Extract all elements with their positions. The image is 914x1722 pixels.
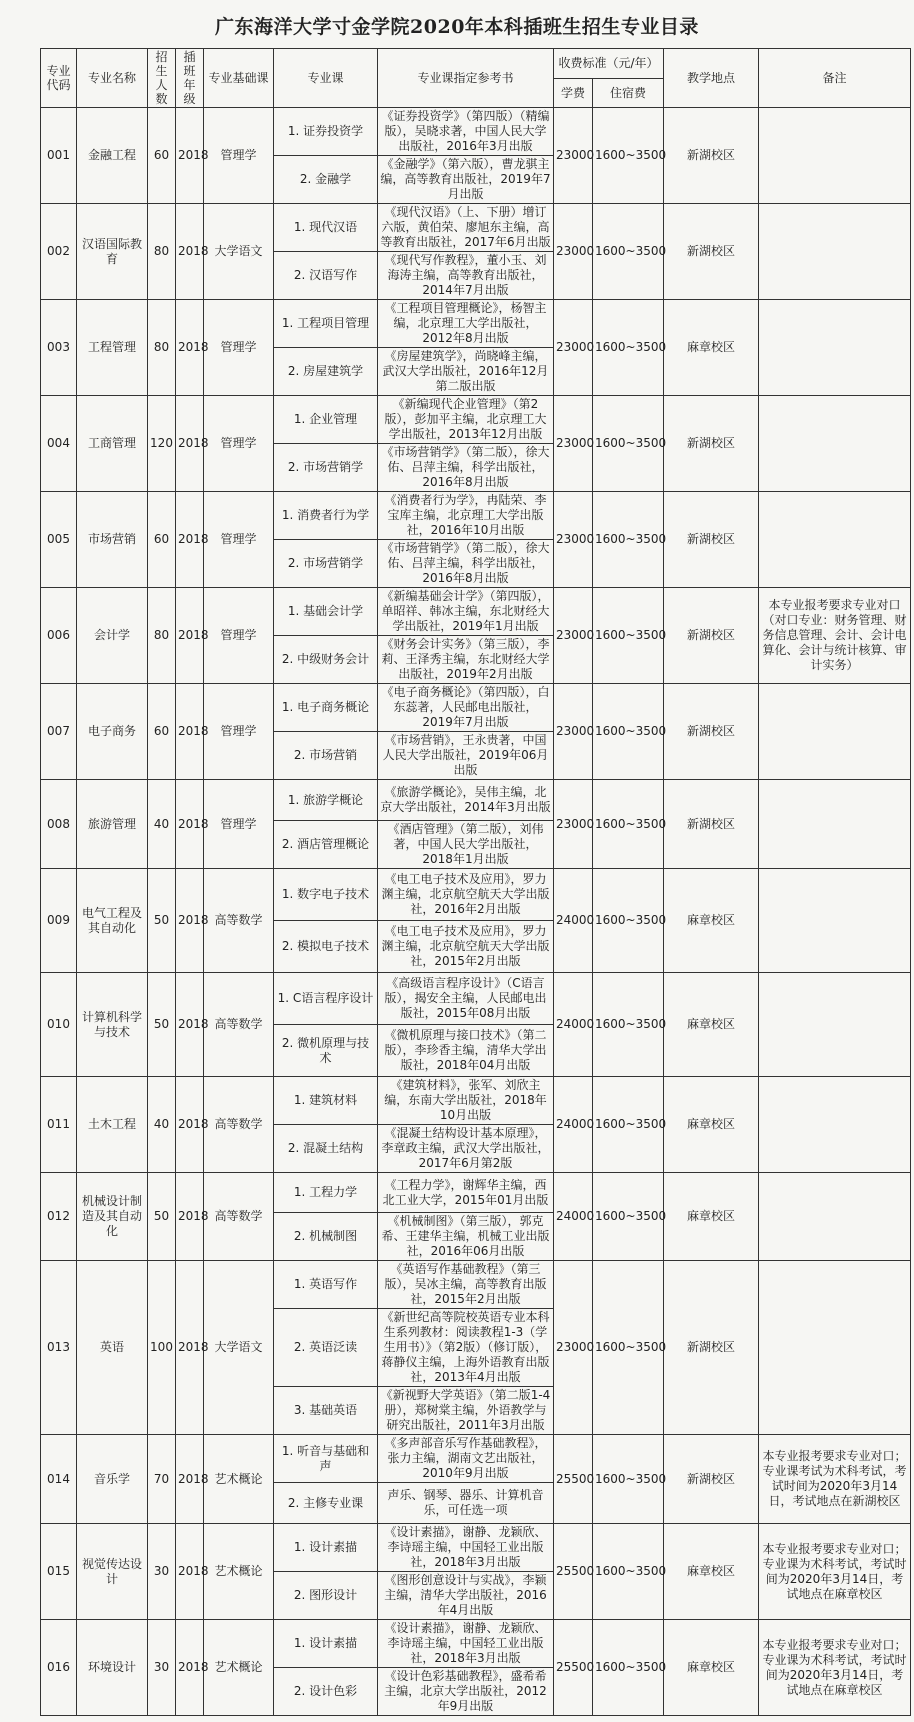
table-row bbox=[41, 108, 911, 156]
major-course: 2. 混凝土结构 bbox=[274, 1125, 378, 1173]
tuition-fee: 25500 bbox=[554, 1620, 593, 1716]
major-name: 计算机科学与技术 bbox=[77, 973, 148, 1077]
remark bbox=[759, 204, 911, 300]
major-code: 006 bbox=[41, 588, 77, 684]
major-name: 土木工程 bbox=[77, 1077, 148, 1173]
remark bbox=[759, 492, 911, 588]
header-tuition: 学费 bbox=[554, 78, 593, 108]
tuition-fee: 23000 bbox=[554, 684, 593, 780]
transfer-grade: 2018 bbox=[176, 1524, 204, 1620]
tuition-fee: 24000 bbox=[554, 869, 593, 973]
remark bbox=[759, 108, 911, 204]
remark bbox=[759, 300, 911, 396]
reference-book: 《电子商务概论》（第四版），白东蕊著，人民邮电出版社，2019年7月出版 bbox=[378, 684, 554, 732]
reference-book: 《消费者行为学》，冉陆荣、李宝库主编，北京理工大学出版社，2016年10月出版 bbox=[378, 492, 554, 540]
dorm-fee: 1600~3500 bbox=[593, 492, 664, 588]
major-course: 2. 金融学 bbox=[274, 156, 378, 204]
major-name: 英语 bbox=[77, 1261, 148, 1435]
teaching-location: 新湖校区 bbox=[664, 108, 759, 204]
dorm-fee: 1600~3500 bbox=[593, 396, 664, 492]
major-course: 2. 模拟电子技术 bbox=[274, 921, 378, 973]
dorm-fee: 1600~3500 bbox=[593, 1435, 664, 1524]
foundation-course: 管理学 bbox=[204, 684, 274, 780]
dorm-fee: 1600~3500 bbox=[593, 1261, 664, 1435]
major-course: 1. 英语写作 bbox=[274, 1261, 378, 1309]
foundation-course: 高等数学 bbox=[204, 869, 274, 973]
foundation-course: 管理学 bbox=[204, 492, 274, 588]
dorm-fee: 1600~3500 bbox=[593, 1173, 664, 1261]
reference-book: 《现代汉语》（上、下册）增订六版，黄伯荣、廖旭东主编，高等教育出版社，2017年6月出版 bbox=[378, 204, 554, 252]
reference-book: 《新编现代企业管理》（第2版），彭加平主编，北京理工大学出版社，2013年12月出版 bbox=[378, 396, 554, 444]
major-code: 010 bbox=[41, 973, 77, 1077]
header-course: 专业课 bbox=[274, 49, 378, 108]
table-row bbox=[41, 1435, 911, 1483]
teaching-location: 新湖校区 bbox=[664, 1261, 759, 1435]
foundation-course: 大学语文 bbox=[204, 204, 274, 300]
transfer-grade: 2018 bbox=[176, 396, 204, 492]
major-course: 2. 设计色彩 bbox=[274, 1668, 378, 1716]
foundation-course: 艺术概论 bbox=[204, 1435, 274, 1524]
reference-book: 《酒店管理》（第二版），刘伟著，中国人民大学出版社，2018年1月出版 bbox=[378, 821, 554, 869]
major-course: 1. 基础会计学 bbox=[274, 588, 378, 636]
major-name: 工商管理 bbox=[77, 396, 148, 492]
foundation-course: 高等数学 bbox=[204, 973, 274, 1077]
major-code: 002 bbox=[41, 204, 77, 300]
dorm-fee: 1600~3500 bbox=[593, 780, 664, 869]
table-row bbox=[41, 396, 911, 444]
major-name: 音乐学 bbox=[77, 1435, 148, 1524]
major-course: 1. C语言程序设计 bbox=[274, 973, 378, 1025]
document-title: 广东海洋大学寸金学院2020年本科插班生招生专业目录 bbox=[215, 16, 699, 38]
table-row bbox=[41, 684, 911, 732]
reference-book: 《新世纪高等院校英语专业本科生系列教材：阅读教程1-3（学生用书）》（第2版）（修订版），蒋静仪主编，上海外语教育出版社，2013年4月出版 bbox=[378, 1309, 554, 1387]
remark: 本专业报考要求专业对口；专业课考试为术科考试，考试时间为2020年3月14日，考试地点在新湖校区 bbox=[759, 1435, 911, 1524]
dorm-fee: 1600~3500 bbox=[593, 684, 664, 780]
teaching-location: 新湖校区 bbox=[664, 1435, 759, 1524]
remark bbox=[759, 780, 911, 869]
transfer-grade: 2018 bbox=[176, 684, 204, 780]
major-course: 2. 微机原理与技术 bbox=[274, 1025, 378, 1077]
major-course: 2. 英语泛读 bbox=[274, 1309, 378, 1387]
reference-book: 《金融学》（第六版），曹龙骐主编，高等教育出版社，2019年7月出版 bbox=[378, 156, 554, 204]
table-row bbox=[41, 492, 911, 540]
reference-book: 《新视野大学英语》（第二版1-4册），郑树棠主编，外语教学与研究出版社，2011年3月出版 bbox=[378, 1387, 554, 1435]
dorm-fee: 1600~3500 bbox=[593, 204, 664, 300]
dorm-fee: 1600~3500 bbox=[593, 1620, 664, 1716]
header-row-1 bbox=[41, 49, 911, 79]
header-ref: 专业课指定参考书 bbox=[378, 49, 554, 108]
remark: 本专业报考要求专业对口；专业课为术科考试，考试时间为2020年3月14日，考试地点在麻章校区 bbox=[759, 1524, 911, 1620]
reference-book: 《现代写作教程》，董小玉、刘海涛主编，高等教育出版社，2014年7月出版 bbox=[378, 252, 554, 300]
major-name: 市场营销 bbox=[77, 492, 148, 588]
remark bbox=[759, 1077, 911, 1173]
reference-book: 《工程项目管理概论》，杨智主编，北京理工大学出版社，2012年8月出版 bbox=[378, 300, 554, 348]
header-count: 招生人数 bbox=[148, 49, 176, 108]
tuition-fee: 24000 bbox=[554, 1173, 593, 1261]
header-year: 插班年级 bbox=[176, 49, 204, 108]
major-code: 011 bbox=[41, 1077, 77, 1173]
remark: 本专业报考要求专业对口；专业课为术科考试，考试时间为2020年3月14日，考试地点在麻章校区 bbox=[759, 1620, 911, 1716]
tuition-fee: 23000 bbox=[554, 204, 593, 300]
teaching-location: 麻章校区 bbox=[664, 1077, 759, 1173]
major-course: 1. 数字电子技术 bbox=[274, 869, 378, 921]
enrollment-count: 70 bbox=[148, 1435, 176, 1524]
major-code: 009 bbox=[41, 869, 77, 973]
reference-book: 《市场营销学》（第二版），徐大佑、吕萍主编，科学出版社，2016年8月出版 bbox=[378, 444, 554, 492]
reference-book: 《多声部音乐写作基础教程》，张力主编，湖南文艺出版社，2010年9月出版 bbox=[378, 1435, 554, 1483]
major-course: 2. 主修专业课 bbox=[274, 1483, 378, 1524]
major-name: 视觉传达设计 bbox=[77, 1524, 148, 1620]
remark bbox=[759, 684, 911, 780]
teaching-location: 麻章校区 bbox=[664, 973, 759, 1077]
reference-book: 《市场营销学》（第二版），徐大佑、吕萍主编，科学出版社，2016年8月出版 bbox=[378, 540, 554, 588]
teaching-location: 麻章校区 bbox=[664, 1524, 759, 1620]
enrollment-count: 80 bbox=[148, 300, 176, 396]
transfer-grade: 2018 bbox=[176, 869, 204, 973]
major-course: 1. 工程力学 bbox=[274, 1173, 378, 1213]
major-name: 金融工程 bbox=[77, 108, 148, 204]
teaching-location: 新湖校区 bbox=[664, 684, 759, 780]
dorm-fee: 1600~3500 bbox=[593, 869, 664, 973]
dorm-fee: 1600~3500 bbox=[593, 1524, 664, 1620]
major-course: 1. 工程项目管理 bbox=[274, 300, 378, 348]
header-dorm: 住宿费 bbox=[593, 78, 664, 108]
reference-book: 《英语写作基础教程》（第三版），吴冰主编，高等教育出版社，2015年2月出版 bbox=[378, 1261, 554, 1309]
table-row bbox=[41, 1077, 911, 1125]
reference-book: 《新编基础会计学》（第四版），单昭祥、韩冰主编，东北财经大学出版社，2019年1月出版 bbox=[378, 588, 554, 636]
major-name: 工程管理 bbox=[77, 300, 148, 396]
foundation-course: 管理学 bbox=[204, 588, 274, 684]
table-row bbox=[41, 1173, 911, 1213]
major-course: 1. 听音与基础和声 bbox=[274, 1435, 378, 1483]
major-course: 1. 证券投资学 bbox=[274, 108, 378, 156]
major-course: 2. 汉语写作 bbox=[274, 252, 378, 300]
table-row bbox=[41, 588, 911, 636]
transfer-grade: 2018 bbox=[176, 204, 204, 300]
major-course: 1. 设计素描 bbox=[274, 1524, 378, 1572]
enrollment-count: 50 bbox=[148, 973, 176, 1077]
enrollment-count: 30 bbox=[148, 1524, 176, 1620]
enrollment-count: 30 bbox=[148, 1620, 176, 1716]
major-code: 012 bbox=[41, 1173, 77, 1261]
foundation-course: 高等数学 bbox=[204, 1077, 274, 1173]
major-course: 1. 旅游学概论 bbox=[274, 780, 378, 821]
tuition-fee: 24000 bbox=[554, 973, 593, 1077]
enrollment-count: 80 bbox=[148, 588, 176, 684]
header-name: 专业名称 bbox=[77, 49, 148, 108]
tuition-fee: 23000 bbox=[554, 300, 593, 396]
remark bbox=[759, 1173, 911, 1261]
enrollment-count: 40 bbox=[148, 780, 176, 869]
header-code: 专业代码 bbox=[41, 49, 77, 108]
major-name: 汉语国际教育 bbox=[77, 204, 148, 300]
transfer-grade: 2018 bbox=[176, 780, 204, 869]
enrollment-count: 120 bbox=[148, 396, 176, 492]
major-code: 003 bbox=[41, 300, 77, 396]
dorm-fee: 1600~3500 bbox=[593, 108, 664, 204]
teaching-location: 新湖校区 bbox=[664, 396, 759, 492]
major-code: 016 bbox=[41, 1620, 77, 1716]
foundation-course: 艺术概论 bbox=[204, 1620, 274, 1716]
remark bbox=[759, 973, 911, 1077]
reference-book: 《房屋建筑学》，尚晓峰主编，武汉大学出版社，2016年12月第二版出版 bbox=[378, 348, 554, 396]
foundation-course: 管理学 bbox=[204, 108, 274, 204]
foundation-course: 高等数学 bbox=[204, 1173, 274, 1261]
major-course: 1. 消费者行为学 bbox=[274, 492, 378, 540]
major-course: 2. 机械制图 bbox=[274, 1213, 378, 1261]
teaching-location: 新湖校区 bbox=[664, 588, 759, 684]
remark bbox=[759, 1261, 911, 1435]
transfer-grade: 2018 bbox=[176, 108, 204, 204]
transfer-grade: 2018 bbox=[176, 588, 204, 684]
transfer-grade: 2018 bbox=[176, 1173, 204, 1261]
foundation-course: 管理学 bbox=[204, 396, 274, 492]
major-course: 3. 基础英语 bbox=[274, 1387, 378, 1435]
teaching-location: 麻章校区 bbox=[664, 1173, 759, 1261]
major-course: 2. 房屋建筑学 bbox=[274, 348, 378, 396]
major-name: 机械设计制造及其自动化 bbox=[77, 1173, 148, 1261]
foundation-course: 大学语文 bbox=[204, 1261, 274, 1435]
majors-table bbox=[40, 48, 911, 1716]
foundation-course: 管理学 bbox=[204, 780, 274, 869]
major-course: 2. 市场营销学 bbox=[274, 540, 378, 588]
transfer-grade: 2018 bbox=[176, 1435, 204, 1524]
major-code: 007 bbox=[41, 684, 77, 780]
major-course: 2. 中级财务会计 bbox=[274, 636, 378, 684]
teaching-location: 新湖校区 bbox=[664, 204, 759, 300]
reference-book: 《工程力学》，谢辉华主编，西北工业大学，2015年01月出版 bbox=[378, 1173, 554, 1213]
reference-book: 《图形创意设计与实战》，李颖主编，清华大学出版社，2016年4月出版 bbox=[378, 1572, 554, 1620]
enrollment-count: 80 bbox=[148, 204, 176, 300]
header-base: 专业基础课 bbox=[204, 49, 274, 108]
tuition-fee: 23000 bbox=[554, 108, 593, 204]
header-note: 备注 bbox=[759, 49, 911, 108]
tuition-fee: 25500 bbox=[554, 1435, 593, 1524]
foundation-course: 艺术概论 bbox=[204, 1524, 274, 1620]
enrollment-count: 50 bbox=[148, 1173, 176, 1261]
header-fee-group: 收费标准（元/年） bbox=[554, 49, 664, 79]
enrollment-count: 100 bbox=[148, 1261, 176, 1435]
reference-book: 《电工电子技术及应用》，罗力渊主编，北京航空航天大学出版社，2015年2月出版 bbox=[378, 921, 554, 973]
major-course: 2. 市场营销 bbox=[274, 732, 378, 780]
reference-book: 《建筑材料》，张军、刘欣主编，东南大学出版社，2018年10月出版 bbox=[378, 1077, 554, 1125]
major-code: 001 bbox=[41, 108, 77, 204]
major-course: 2. 市场营销学 bbox=[274, 444, 378, 492]
transfer-grade: 2018 bbox=[176, 1077, 204, 1173]
transfer-grade: 2018 bbox=[176, 300, 204, 396]
remark bbox=[759, 396, 911, 492]
reference-book: 《设计素描》，谢静、龙颖欣、李诗瑶主编，中国轻工业出版社，2018年3月出版 bbox=[378, 1620, 554, 1668]
table-body bbox=[41, 108, 911, 1716]
major-course: 2. 酒店管理概论 bbox=[274, 821, 378, 869]
reference-book: 《微机原理与接口技术》（第二版），李珍香主编，清华大学出版社，2018年04月出版 bbox=[378, 1025, 554, 1077]
major-course: 1. 建筑材料 bbox=[274, 1077, 378, 1125]
dorm-fee: 1600~3500 bbox=[593, 1077, 664, 1173]
tuition-fee: 23000 bbox=[554, 780, 593, 869]
teaching-location: 麻章校区 bbox=[664, 869, 759, 973]
enrollment-count: 60 bbox=[148, 492, 176, 588]
reference-book: 《证券投资学》（第四版）（精编版），吴晓求著，中国人民大学出版社，2016年3月出版 bbox=[378, 108, 554, 156]
table-row bbox=[41, 869, 911, 921]
reference-book: 《旅游学概论》，吴伟主编，北京大学出版社，2014年3月出版 bbox=[378, 780, 554, 821]
dorm-fee: 1600~3500 bbox=[593, 973, 664, 1077]
remark bbox=[759, 869, 911, 973]
teaching-location: 麻章校区 bbox=[664, 1620, 759, 1716]
reference-book: 《财务会计实务》（第三版），李莉、王泽秀主编，东北财经大学出版社，2019年2月出版 bbox=[378, 636, 554, 684]
major-course: 2. 图形设计 bbox=[274, 1572, 378, 1620]
enrollment-count: 60 bbox=[148, 108, 176, 204]
remark: 本专业报考要求专业对口（对口专业：财务管理、财务信息管理、会计、会计电算化、会计与统计核算、审计实务） bbox=[759, 588, 911, 684]
transfer-grade: 2018 bbox=[176, 492, 204, 588]
transfer-grade: 2018 bbox=[176, 1261, 204, 1435]
teaching-location: 新湖校区 bbox=[664, 492, 759, 588]
table-row bbox=[41, 1261, 911, 1309]
tuition-fee: 23000 bbox=[554, 492, 593, 588]
table-row bbox=[41, 1524, 911, 1572]
teaching-location: 新湖校区 bbox=[664, 780, 759, 869]
transfer-grade: 2018 bbox=[176, 1620, 204, 1716]
table-row bbox=[41, 780, 911, 821]
major-name: 会计学 bbox=[77, 588, 148, 684]
reference-book: 《高级语言程序设计》（C语言版），揭安全主编，人民邮电出版社，2015年08月出版 bbox=[378, 973, 554, 1025]
tuition-fee: 24000 bbox=[554, 1077, 593, 1173]
table-row bbox=[41, 1620, 911, 1668]
major-course: 1. 现代汉语 bbox=[274, 204, 378, 252]
major-name: 电气工程及其自动化 bbox=[77, 869, 148, 973]
major-name: 电子商务 bbox=[77, 684, 148, 780]
dorm-fee: 1600~3500 bbox=[593, 300, 664, 396]
teaching-location: 麻章校区 bbox=[664, 300, 759, 396]
major-code: 014 bbox=[41, 1435, 77, 1524]
reference-book: 《市场营销》，王永贵著，中国人民大学出版社，2019年06月出版 bbox=[378, 732, 554, 780]
tuition-fee: 25500 bbox=[554, 1524, 593, 1620]
table-row bbox=[41, 973, 911, 1025]
transfer-grade: 2018 bbox=[176, 973, 204, 1077]
major-code: 015 bbox=[41, 1524, 77, 1620]
reference-book: 《电工电子技术及应用》，罗力渊主编，北京航空航天大学出版社，2016年2月出版 bbox=[378, 869, 554, 921]
reference-book: 《设计色彩基础教程》，盛希希主编，北京大学出版社，2012年9月出版 bbox=[378, 1668, 554, 1716]
dorm-fee: 1600~3500 bbox=[593, 588, 664, 684]
major-code: 005 bbox=[41, 492, 77, 588]
major-code: 013 bbox=[41, 1261, 77, 1435]
major-course: 1. 企业管理 bbox=[274, 396, 378, 444]
reference-book: 《机械制图》（第三版），郭克希、王建华主编，机械工业出版社，2016年06月出版 bbox=[378, 1213, 554, 1261]
foundation-course: 管理学 bbox=[204, 300, 274, 396]
major-course: 1. 电子商务概论 bbox=[274, 684, 378, 732]
header-location: 教学地点 bbox=[664, 49, 759, 108]
tuition-fee: 23000 bbox=[554, 588, 593, 684]
enrollment-count: 50 bbox=[148, 869, 176, 973]
major-course: 1. 设计素描 bbox=[274, 1620, 378, 1668]
enrollment-count: 40 bbox=[148, 1077, 176, 1173]
reference-book: 《设计素描》，谢静、龙颖欣、李诗瑶主编，中国轻工业出版社，2018年3月出版 bbox=[378, 1524, 554, 1572]
major-name: 环境设计 bbox=[77, 1620, 148, 1716]
major-code: 008 bbox=[41, 780, 77, 869]
table-row bbox=[41, 204, 911, 252]
major-code: 004 bbox=[41, 396, 77, 492]
table-row bbox=[41, 300, 911, 348]
tuition-fee: 23000 bbox=[554, 1261, 593, 1435]
enrollment-count: 60 bbox=[148, 684, 176, 780]
reference-book: 声乐、钢琴、器乐、计算机音乐，可任选一项 bbox=[378, 1483, 554, 1524]
tuition-fee: 23000 bbox=[554, 396, 593, 492]
reference-book: 《混凝土结构设计基本原理》，李章政主编，武汉大学出版社，2017年6月第2版 bbox=[378, 1125, 554, 1173]
major-name: 旅游管理 bbox=[77, 780, 148, 869]
